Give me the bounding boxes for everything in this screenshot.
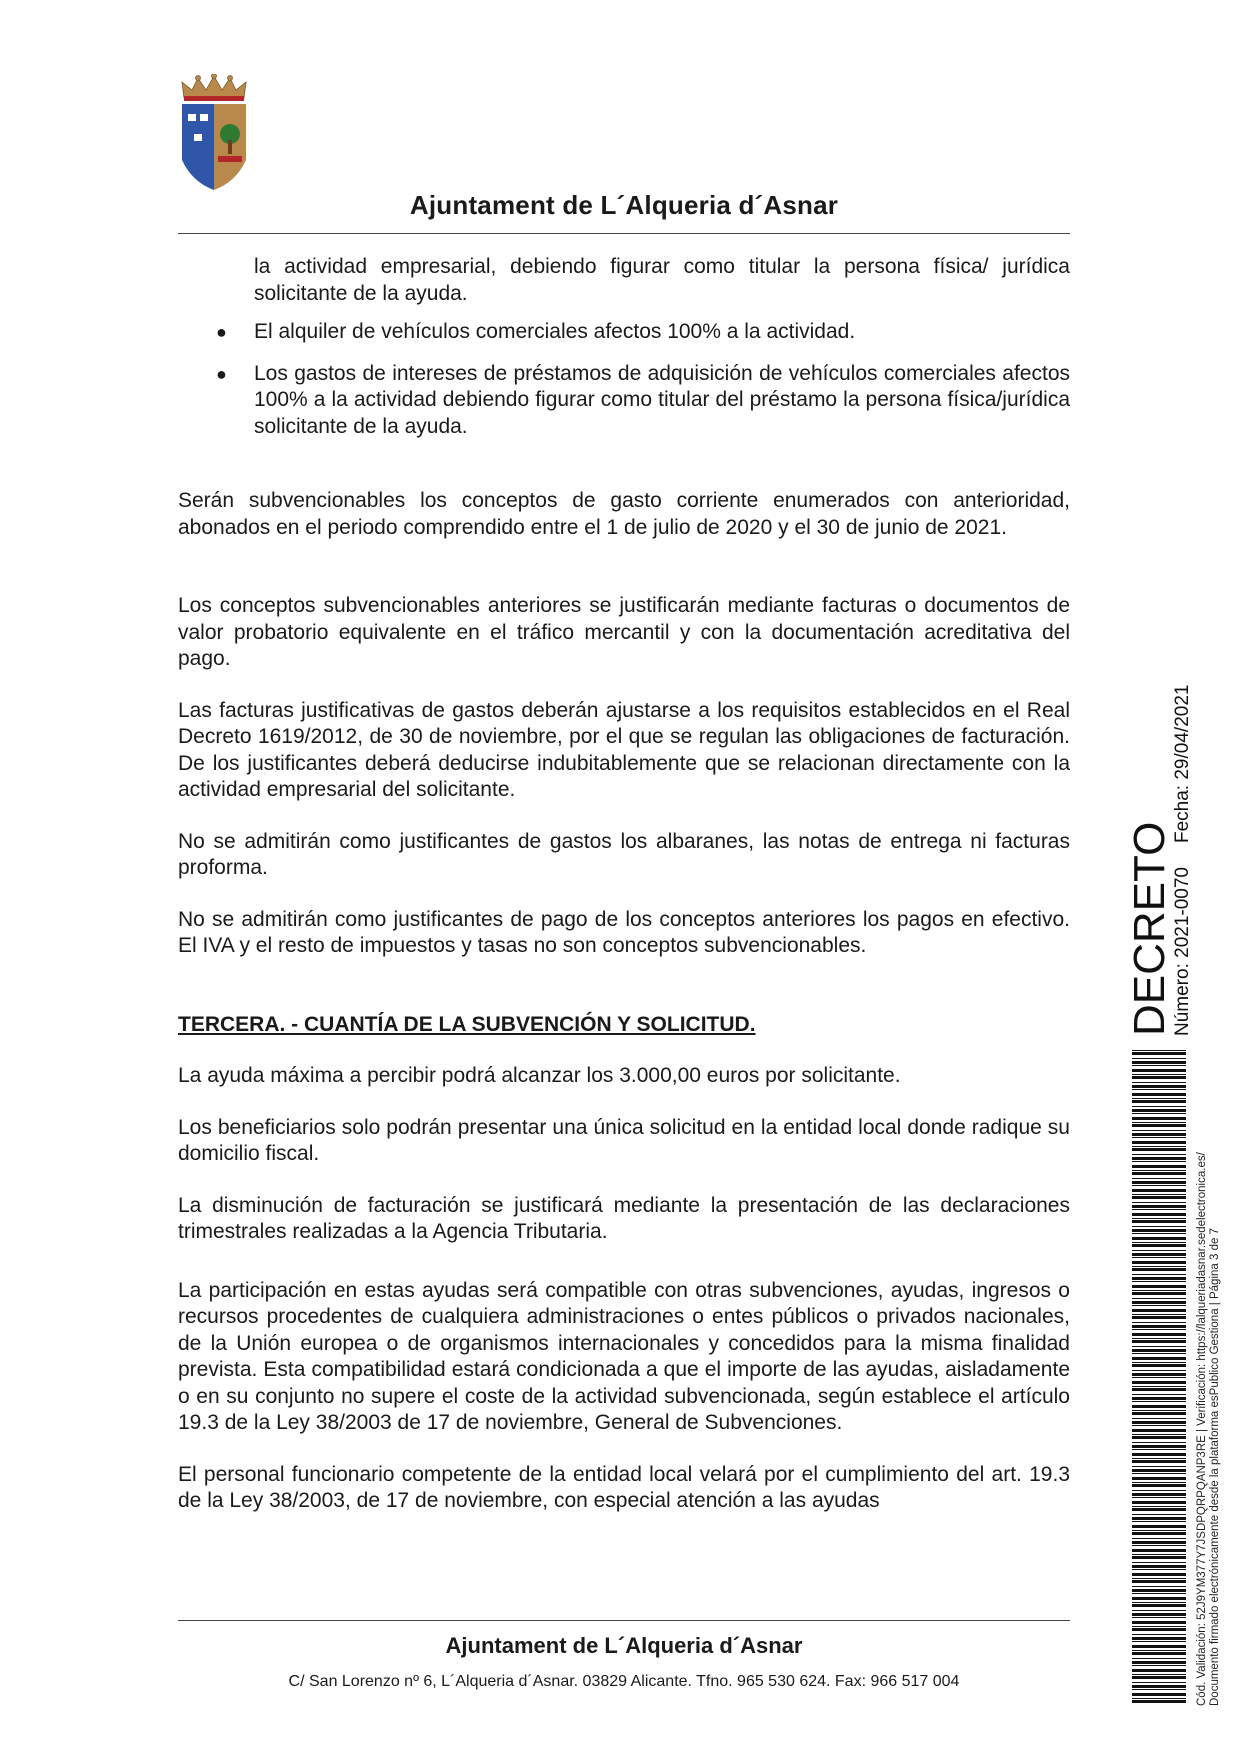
paragraph: La ayuda máxima a percibir podrá alcanzar los 3.000,00 euros por solicitante. <box>178 1064 901 1087</box>
bullet-icon: ● <box>216 363 227 384</box>
list-item-text: Los gastos de intereses de préstamos de adquisición de vehículos comerciales afectos 100% a la actividad debiendo figurar como titular del préstamo la persona física/jurídica solicitante de la ayuda. <box>254 361 1070 438</box>
paragraph: No se admitirán como justificantes de gastos los albaranes, las notas de entrega ni facturas proforma. <box>178 829 1070 879</box>
decree-stamp-label: DECRETO <box>1125 821 1174 1036</box>
paragraph: Serán subvencionables los conceptos de gasto corriente enumerados con anterioridad, abonados en el periodo comprendido entre el 1 de julio de 2020 y el 30 de junio de 2021. <box>178 489 1070 539</box>
paragraph: Los beneficiarios solo podrán presentar una única solicitud en la entidad local donde radique su domicilio fiscal. <box>178 1115 1070 1165</box>
verification-code: Cód. Validación: 52J9YM377Y7JSDPQRPQANP3RE | Verificación: https://lalqueriadasnar.sedelectronica.es/ <box>1196 1152 1208 1706</box>
coat-of-arms-icon <box>178 74 250 192</box>
paragraph: Las facturas justificativas de gastos deberán ajustarse a los requisitos establecidos en el Real Decreto 1619/2012, de 30 de noviembre, por el que se regulan las obligaciones de facturación. De los justificantes deberá deducirse indubitablemente que se relacionan directamente con la actividad empresarial del solicitante. <box>178 698 1070 801</box>
section-heading: TERCERA. - CUANTÍA DE LA SUBVENCIÓN Y SOLICITUD. <box>178 1012 756 1036</box>
footer-divider <box>178 1620 1070 1621</box>
list-item-text: El alquiler de vehículos comerciales afectos 100% a la actividad. <box>254 320 856 343</box>
footer-title: Ajuntament de L´Alqueria d´Asnar <box>445 1633 803 1658</box>
document-body <box>178 254 1070 1515</box>
bullet-icon: ● <box>216 322 227 342</box>
paragraph: El personal funcionario competente de la entidad local velará por el cumplimiento del art. 19.3 de la Ley 38/2003, de 17 de noviembre, con especial atención a las ayudas <box>178 1462 1070 1512</box>
paragraph: No se admitirán como justificantes de pago de los conceptos anteriores los pagos en efectivo. El IVA y el resto de impuestos y tasas no son conceptos subvencionables. <box>178 907 1070 957</box>
continuation-paragraph: la actividad empresarial, debiendo figurar como titular la persona física/ jurídica solicitante de la ayuda. <box>254 255 1070 305</box>
decree-number: Número: 2021-0070 <box>1172 867 1193 1036</box>
header-divider <box>178 233 1070 234</box>
verification-text <box>1196 1152 1222 1706</box>
paragraph: Los conceptos subvencionables anteriores se justificarán mediante facturas o documentos de valor probatorio equivalente en el tráfico mercantil y con la documentación acreditativa del pago. <box>178 594 1070 670</box>
footer-address: C/ San Lorenzo nº 6, L´Alqueria d´Asnar. 03829 Alicante. Tfno. 965 530 624. Fax: 966 517 004 <box>288 1673 960 1690</box>
decree-stamp-details <box>1172 685 1194 1036</box>
decree-date: Fecha: 29/04/2021 <box>1172 684 1193 843</box>
signature-platform: Documento firmado electrónicamente desde la plataforma esPublico Gestiona | Página 3 de 7 <box>1209 1228 1221 1706</box>
list-item <box>178 361 1070 441</box>
header-title: Ajuntament de L´Alqueria d´Asnar <box>409 190 839 220</box>
paragraph: La disminución de facturación se justificará mediante la presentación de las declaraciones trimestrales realizadas a la Agencia Tributaria. <box>178 1193 1070 1243</box>
paragraph: La participación en estas ayudas será compatible con otras subvenciones, ayudas, ingresos o recursos procedentes de cualquiera administraciones o entes públicos o privados nacionales, de la Unión europea o de organismos internacionales y concedidos para la misma finalidad prevista. Esta compatibilidad estará condicionada a que el importe de las ayudas, aisladamente o en su conjunto no supere el coste de la actividad subvencionada, según establece el artículo 19.3 de la Ley 38/2003 de 17 de noviembre, General de Subvenciones. <box>178 1278 1070 1434</box>
list-item <box>178 319 1070 346</box>
barcode-icon <box>1132 1050 1186 1704</box>
